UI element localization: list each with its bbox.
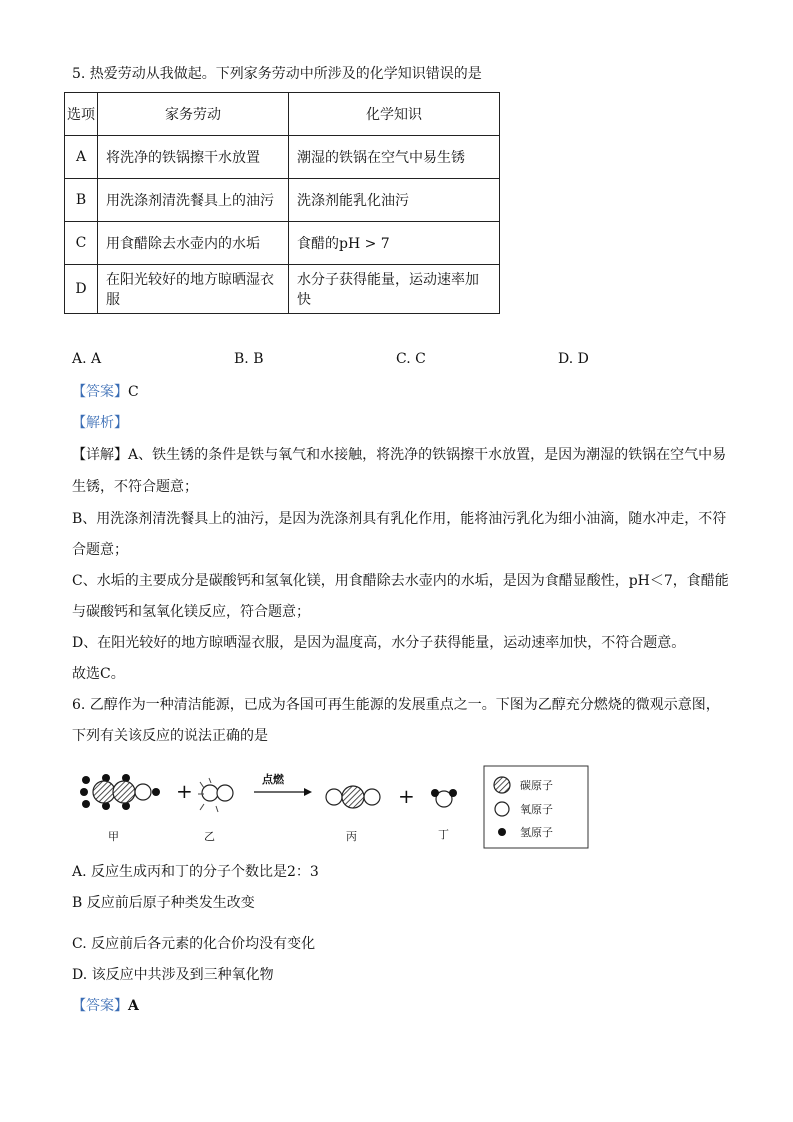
- answer-value: C: [128, 384, 139, 400]
- row-knowledge: 水分子获得能量，运动速率加快: [289, 265, 500, 314]
- reaction-diagram: [78, 760, 598, 852]
- carbon-atom: [113, 781, 135, 803]
- detail-a-text: A、铁生锈的条件是铁与氧气和水接触，将洗净的铁锅擦干水放置，是因为潮湿的铁锅在空气中易: [128, 447, 727, 463]
- row-option: D: [65, 265, 98, 314]
- row-knowledge: 食醋的pH > 7: [289, 222, 500, 265]
- legend-oxygen: 氧原子: [520, 803, 553, 816]
- legend: [484, 766, 588, 848]
- arrow-head-icon: [304, 788, 312, 796]
- legend-carbon: 碳原子: [520, 779, 553, 792]
- header-knowledge: 化学知识: [289, 93, 500, 136]
- q5-detail-a2: 生锈，不符合题意；: [72, 479, 198, 495]
- label-ding: 丁: [438, 828, 449, 841]
- oxygen-atom: [217, 785, 233, 801]
- q6-choice-d: D. 该反应中共涉及到三种氧化物: [72, 967, 274, 983]
- row-option: C: [65, 222, 98, 265]
- row-knowledge: 潮湿的铁锅在空气中易生锈: [289, 136, 500, 179]
- oxygen-legend-icon: [495, 802, 509, 816]
- answer-value: A: [128, 998, 139, 1014]
- carbon-legend-icon: [494, 777, 510, 793]
- q5-detail-c: C、水垢的主要成分是碳酸钙和氢氧化镁，用食醋除去水壶内的水垢，是因为食醋显酸性，pH＜7，食醋能: [72, 573, 729, 589]
- q5-choice-a: A. A: [72, 351, 102, 367]
- legend-hydrogen: 氢原子: [520, 826, 553, 839]
- table-row: [65, 136, 500, 179]
- q6-stem-line2: 下列有关该反应的说法正确的是: [72, 728, 268, 744]
- table-row: [65, 265, 500, 314]
- hydrogen-atom: [449, 789, 457, 797]
- table-row: [65, 222, 500, 265]
- row-labor: 用洗涤剂清洗餐具上的油污: [98, 179, 289, 222]
- header-labor: 家务劳动: [98, 93, 289, 136]
- row-knowledge: 洗涤剂能乳化油污: [289, 179, 500, 222]
- q5-detail-c2: 与碳酸钙和氢氧化镁反应，符合题意；: [72, 604, 310, 620]
- header-option: 选项: [65, 93, 98, 136]
- q6-answer: [72, 996, 139, 1016]
- row-option: B: [65, 179, 98, 222]
- answer-label: 【答案】: [72, 998, 128, 1014]
- q5-detail-d: D、在阳光较好的地方晾晒湿衣服，是因为温度高，水分子获得能量，运动速率加快，不符合题意。: [72, 635, 686, 651]
- q5-answer: [72, 382, 139, 402]
- oxygen-atom: [364, 789, 380, 805]
- hydrogen-atom: [82, 800, 90, 808]
- hydrogen-legend-icon: [498, 828, 506, 836]
- molecule-jia: [80, 774, 160, 843]
- carbon-atom: [342, 786, 364, 808]
- q6-stem-line1: 6. 乙醇作为一种清洁能源，已成为各国可再生能源的发展重点之一。下图为乙醇充分燃烧的微观示意图，: [72, 697, 720, 713]
- hydrogen-atom: [80, 788, 88, 796]
- table-header-row: [65, 93, 500, 136]
- oxygen-atom: [135, 784, 151, 800]
- q6-choice-a: A. 反应生成丙和丁的分子个数比是2：3: [72, 864, 319, 880]
- hydrogen-atom: [431, 789, 439, 797]
- q5-analysis-label: 【解析】: [72, 415, 128, 431]
- q6-choice-c: C. 反应前后各元素的化合价均没有变化: [72, 936, 316, 952]
- q6-choice-b: B 反应前后原子种类发生改变: [72, 895, 255, 911]
- row-labor: 将洗净的铁锅擦干水放置: [98, 136, 289, 179]
- table-row: [65, 179, 500, 222]
- molecule-ding: [431, 789, 457, 841]
- molecule-bing: [326, 786, 380, 843]
- row-labor: 在阳光较好的地方晾晒湿衣服: [98, 265, 289, 314]
- molecule-yi: [198, 778, 233, 843]
- q5-detail-a: [72, 445, 726, 465]
- q5-choice-b: B. B: [234, 351, 264, 367]
- carbon-atom: [93, 781, 115, 803]
- oxygen-atom: [326, 789, 342, 805]
- detail-label: 【详解】: [72, 447, 128, 463]
- q5-detail-b2: 合题意；: [72, 542, 128, 558]
- label-jia: 甲: [108, 830, 119, 843]
- row-option: A: [65, 136, 98, 179]
- hydrogen-atom: [152, 788, 160, 796]
- plus-sign: +: [176, 779, 193, 803]
- condition-label: 点燃: [262, 773, 284, 786]
- q5-detail-b: B、用洗涤剂清洗餐具上的油污，是因为洗涤剂具有乳化作用，能将油污乳化为细小油滴，随水冲走，不符: [72, 511, 727, 527]
- row-labor: 用食醋除去水壶内的水垢: [98, 222, 289, 265]
- label-yi: 乙: [204, 830, 215, 843]
- q5-table: [64, 92, 500, 314]
- q5-conclusion: 故选C。: [72, 666, 125, 682]
- answer-label: 【答案】: [72, 384, 128, 400]
- label-bing: 丙: [346, 830, 357, 843]
- hydrogen-atom: [82, 776, 90, 784]
- oxygen-atom: [202, 785, 218, 801]
- q5-choice-c: C. C: [396, 351, 426, 367]
- q5-stem: 5. 热爱劳动从我做起。下列家务劳动中所涉及的化学知识错误的是: [72, 66, 482, 82]
- plus-sign: +: [398, 784, 415, 808]
- q5-choice-d: D. D: [558, 351, 589, 367]
